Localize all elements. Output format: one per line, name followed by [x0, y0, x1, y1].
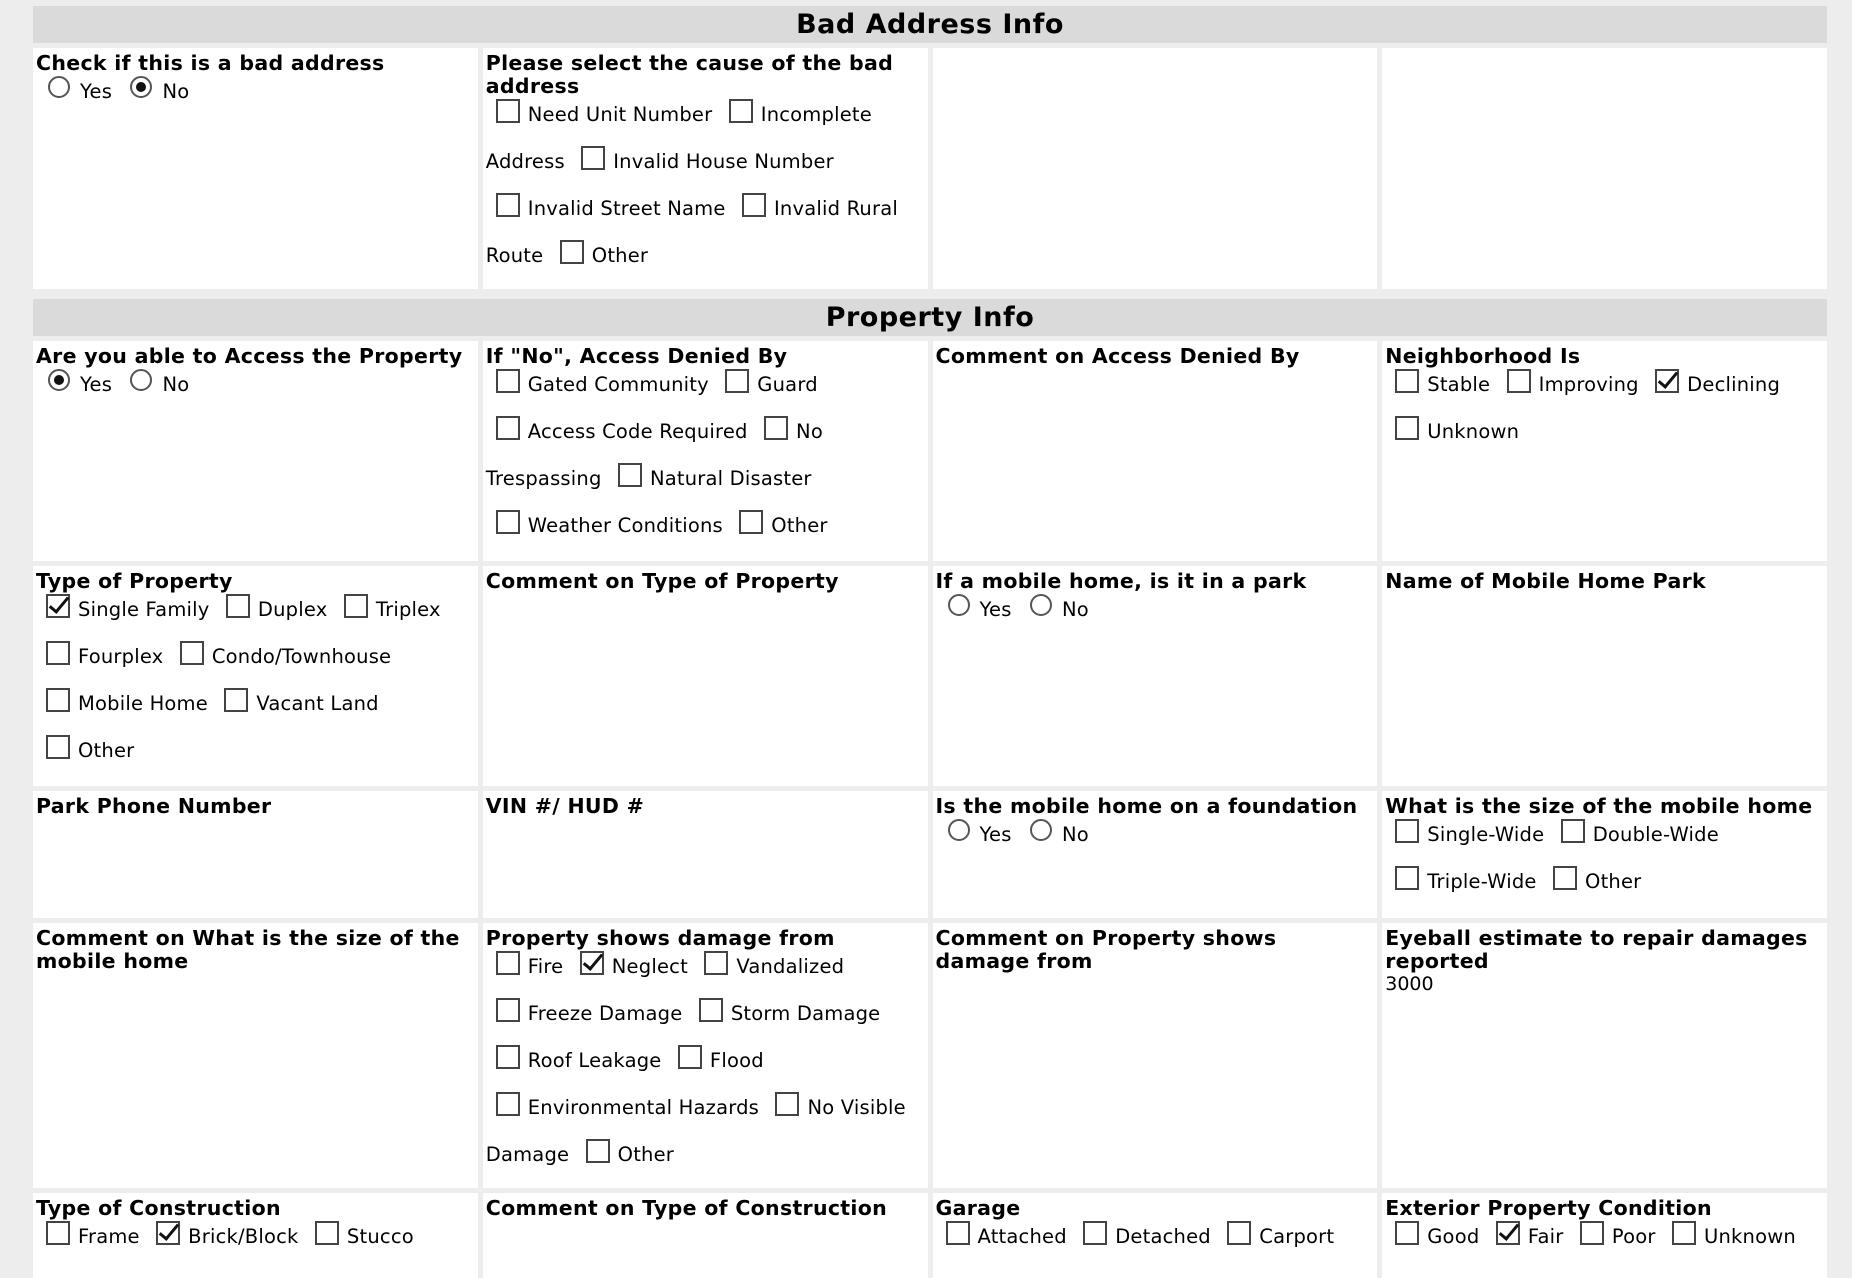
option-label: Invalid Rural Route	[485, 197, 898, 267]
option-label: Invalid Street Name	[527, 197, 726, 220]
foundation-label: Is the mobile home on a foundation	[935, 794, 1358, 818]
checkbox-option-single-wide[interactable]	[1385, 823, 1544, 846]
checkbox[interactable]	[1496, 1221, 1520, 1245]
option-label: Guard	[757, 373, 818, 396]
vin-cell[interactable]	[483, 791, 928, 918]
checkbox[interactable]	[156, 1221, 180, 1245]
checkbox-option-vandalized[interactable]	[694, 955, 844, 978]
checkbox[interactable]	[725, 369, 749, 393]
option-label: Declining	[1687, 373, 1781, 396]
mobile-in-park-radio-no[interactable]	[1018, 598, 1089, 621]
checkbox-option-need-unit-number[interactable]	[486, 103, 713, 126]
checkbox[interactable]	[1227, 1221, 1251, 1245]
neighborhood-options	[1385, 361, 1824, 455]
option-label: Single-Wide	[1427, 823, 1545, 846]
access-cell	[33, 341, 478, 561]
bad-address-cause-options	[486, 91, 925, 279]
option-label: Freeze Damage	[527, 1002, 683, 1025]
radio-button[interactable]	[1030, 819, 1052, 841]
access-options	[36, 361, 475, 408]
checkbox-option-attached[interactable]	[936, 1225, 1067, 1248]
checkbox-option-duplex[interactable]	[216, 598, 328, 621]
checkbox-option-improving[interactable]	[1497, 373, 1639, 396]
checkbox-option-triplex[interactable]	[334, 598, 441, 621]
checkbox[interactable]	[764, 416, 788, 440]
checkbox-option-other[interactable]	[576, 1143, 674, 1166]
repair-estimate-label: Eyeball estimate to repair damages reported	[1385, 926, 1808, 973]
access-denied-comment-cell[interactable]	[933, 341, 1378, 561]
access-radio-yes[interactable]	[36, 373, 112, 396]
checkbox-option-fire[interactable]	[486, 955, 564, 978]
option-label: Improving	[1538, 373, 1639, 396]
bad-address-cause-cell	[483, 48, 928, 289]
checkbox[interactable]	[580, 951, 604, 975]
mobile-in-park-options	[936, 586, 1375, 633]
option-label: No	[162, 373, 190, 396]
option-label: Gated Community	[527, 373, 709, 396]
bad-address-check-label: Check if this is a bad address	[36, 51, 385, 75]
checkbox-option-good[interactable]	[1385, 1225, 1479, 1248]
mobile-size-comment-cell[interactable]	[33, 923, 478, 1188]
checkbox-option-guard[interactable]	[715, 373, 817, 396]
option-label: Yes	[80, 373, 113, 396]
checkbox-option-neglect[interactable]	[570, 955, 688, 978]
option-label: Unknown	[1704, 1225, 1796, 1248]
mobile-size-comment-label: Comment on What is the size of the mobile home	[36, 926, 460, 973]
checkbox-option-frame[interactable]	[36, 1225, 140, 1248]
checkbox[interactable]	[742, 193, 766, 217]
mobile-size-options	[1385, 811, 1824, 905]
option-label: Unknown	[1427, 420, 1520, 443]
option-label: Condo/Townhouse	[211, 645, 392, 668]
checkbox[interactable]	[1395, 1221, 1419, 1245]
access-denied-label: If "No", Access Denied By	[485, 344, 788, 368]
option-label: Access Code Required	[527, 420, 748, 443]
garage-cell	[933, 1193, 1378, 1278]
option-label: Other	[78, 739, 135, 762]
construction-options	[36, 1213, 475, 1260]
access-denied-comment-label: Comment on Access Denied By	[935, 344, 1300, 368]
checkbox[interactable]	[1655, 369, 1679, 393]
checkbox[interactable]	[1395, 416, 1419, 440]
checkbox[interactable]	[496, 510, 520, 534]
checkbox[interactable]	[1395, 369, 1419, 393]
option-label: Yes	[979, 823, 1012, 846]
checkbox-option-natural-disaster[interactable]	[608, 467, 812, 490]
checkbox-option-fair[interactable]	[1486, 1225, 1564, 1248]
option-label: Vandalized	[736, 955, 845, 978]
option-label: Weather Conditions	[527, 514, 723, 537]
foundation-radio-yes[interactable]	[936, 823, 1012, 846]
damage-cell	[483, 923, 928, 1188]
checkbox[interactable]	[581, 146, 605, 170]
option-label: Poor	[1611, 1225, 1656, 1248]
radio-button[interactable]	[130, 369, 152, 391]
mobile-in-park-radio-yes[interactable]	[936, 598, 1012, 621]
checkbox[interactable]	[678, 1045, 702, 1069]
property-type-comment-cell[interactable]	[483, 566, 928, 786]
checkbox[interactable]	[180, 641, 204, 665]
foundation-radio-no[interactable]	[1018, 823, 1089, 846]
option-label: No Trespassing	[485, 420, 823, 490]
option-label: Brick/Block	[188, 1225, 299, 1248]
checkbox-option-weather-conditions[interactable]	[486, 514, 723, 537]
checkbox[interactable]	[46, 688, 70, 712]
option-label: No	[1061, 598, 1089, 621]
option-label: Duplex	[257, 598, 328, 621]
option-label: Other	[771, 514, 828, 537]
mobile-home-row	[33, 791, 1827, 918]
mobile-size-cell	[1382, 791, 1827, 918]
checkbox-option-single-family[interactable]	[36, 598, 210, 621]
checkbox-option-brick-block[interactable]	[146, 1225, 298, 1248]
checkbox-option-other[interactable]	[1543, 870, 1641, 893]
checkbox[interactable]	[496, 369, 520, 393]
checkbox[interactable]	[496, 99, 520, 123]
option-label: Yes	[80, 80, 113, 103]
foundation-cell	[933, 791, 1378, 918]
option-label: Storm Damage	[730, 1002, 881, 1025]
option-label: Roof Leakage	[527, 1049, 662, 1072]
access-label: Are you able to Access the Property	[36, 344, 463, 368]
bad-address-row	[33, 48, 1827, 289]
checkbox[interactable]	[946, 1221, 970, 1245]
checkbox-option-carport[interactable]	[1217, 1225, 1334, 1248]
access-denied-cell	[483, 341, 928, 561]
checkbox-option-detached[interactable]	[1073, 1225, 1211, 1248]
checkbox-option-triple-wide[interactable]	[1385, 870, 1536, 893]
bad-address-cause-label: Please select the cause of the bad address	[485, 51, 894, 98]
bad-address-check-options	[36, 68, 475, 115]
radio-button[interactable]	[948, 819, 970, 841]
checkbox-option-vacant-land[interactable]	[214, 692, 378, 715]
checkbox[interactable]	[496, 1092, 520, 1116]
checkbox[interactable]	[1580, 1221, 1604, 1245]
option-label: Stable	[1427, 373, 1491, 396]
park-phone-label: Park Phone Number	[36, 794, 272, 818]
option-label: Single Family	[78, 598, 210, 621]
repair-estimate-value[interactable]: 3000	[1385, 973, 1434, 995]
checkbox-option-declining[interactable]	[1645, 373, 1780, 396]
checkbox-option-invalid-house-number[interactable]	[571, 150, 834, 173]
option-label: Natural Disaster	[649, 467, 812, 490]
mobile-size-label: What is the size of the mobile home	[1385, 794, 1813, 818]
option-label: No	[1061, 823, 1089, 846]
checkbox-option-other[interactable]	[550, 244, 648, 267]
radio-button[interactable]	[48, 76, 70, 98]
checkbox-option-other[interactable]	[729, 514, 827, 537]
checkbox[interactable]	[496, 951, 520, 975]
option-label: Fire	[527, 955, 564, 978]
construction-row	[33, 1193, 1827, 1278]
option-label: Triple-Wide	[1427, 870, 1537, 893]
checkbox-option-invalid-street-name[interactable]	[486, 197, 726, 220]
empty-cell	[933, 48, 1378, 289]
checkbox[interactable]	[1561, 819, 1585, 843]
option-label: Incomplete Address	[485, 103, 872, 173]
checkbox[interactable]	[46, 1221, 70, 1245]
option-label: Flood	[709, 1049, 764, 1072]
empty-cell	[1382, 48, 1827, 289]
option-label: Attached	[977, 1225, 1067, 1248]
option-label: No Visible Damage	[485, 1096, 906, 1166]
checkbox-option-poor[interactable]	[1570, 1225, 1656, 1248]
damage-row	[33, 923, 1827, 1188]
checkbox-option-storm-damage[interactable]	[689, 1002, 881, 1025]
property-info-header: Property Info	[33, 299, 1827, 336]
checkbox[interactable]	[1672, 1221, 1696, 1245]
checkbox[interactable]	[496, 1045, 520, 1069]
checkbox[interactable]	[1395, 866, 1419, 890]
checkbox[interactable]	[704, 951, 728, 975]
checkbox[interactable]	[586, 1139, 610, 1163]
repair-estimate-cell[interactable]	[1382, 923, 1827, 1188]
checkbox-option-unknown[interactable]	[1385, 420, 1519, 443]
checkbox[interactable]	[729, 99, 753, 123]
option-label: Yes	[979, 598, 1012, 621]
checkbox[interactable]	[618, 463, 642, 487]
park-name-cell[interactable]	[1382, 566, 1827, 786]
option-label: Other	[1585, 870, 1642, 893]
option-label: Invalid House Number	[613, 150, 834, 173]
radio-button[interactable]	[130, 76, 152, 98]
radio-button[interactable]	[1030, 594, 1052, 616]
option-label: No	[162, 80, 190, 103]
checkbox[interactable]	[224, 688, 248, 712]
checkbox-option-unknown[interactable]	[1662, 1225, 1796, 1248]
garage-label: Garage	[935, 1196, 1021, 1220]
checkbox-option-condo-townhouse[interactable]	[170, 645, 391, 668]
option-label: Double-Wide	[1592, 823, 1719, 846]
checkbox[interactable]	[1553, 866, 1577, 890]
checkbox[interactable]	[1507, 369, 1531, 393]
option-label: Carport	[1259, 1225, 1335, 1248]
checkbox[interactable]	[496, 416, 520, 440]
checkbox[interactable]	[699, 998, 723, 1022]
option-label: Environmental Hazards	[527, 1096, 760, 1119]
checkbox[interactable]	[344, 594, 368, 618]
checkbox-option-other[interactable]	[36, 739, 134, 762]
access-radio-no[interactable]	[118, 373, 189, 396]
option-label: Fair	[1527, 1225, 1564, 1248]
option-label: Good	[1427, 1225, 1480, 1248]
inspection-form	[33, 6, 1827, 1278]
checkbox[interactable]	[496, 998, 520, 1022]
checkbox-option-fourplex[interactable]	[36, 645, 163, 668]
option-label: Detached	[1115, 1225, 1211, 1248]
construction-comment-cell[interactable]	[483, 1193, 928, 1278]
property-type-label: Type of Property	[36, 569, 233, 593]
checkbox[interactable]	[1083, 1221, 1107, 1245]
option-label: Mobile Home	[78, 692, 208, 715]
damage-label: Property shows damage from	[485, 926, 835, 950]
bad-address-radio-no[interactable]	[118, 80, 189, 103]
option-label: Fourplex	[78, 645, 164, 668]
checkbox-option-freeze-damage[interactable]	[486, 1002, 683, 1025]
access-row	[33, 341, 1827, 561]
damage-options	[486, 943, 925, 1178]
vin-label: VIN #/ HUD #	[485, 794, 645, 818]
checkbox-option-gated-community[interactable]	[486, 373, 709, 396]
option-label: Neglect	[611, 955, 688, 978]
construction-label: Type of Construction	[36, 1196, 281, 1220]
checkbox[interactable]	[1395, 819, 1419, 843]
checkbox[interactable]	[46, 594, 70, 618]
property-type-row	[33, 566, 1827, 786]
foundation-options	[936, 811, 1375, 858]
checkbox-option-double-wide[interactable]	[1551, 823, 1719, 846]
exterior-condition-options	[1385, 1213, 1824, 1260]
checkbox-option-environmental-hazards[interactable]	[486, 1096, 759, 1119]
property-type-comment-label: Comment on Type of Property	[485, 569, 839, 593]
option-label: Triplex	[375, 598, 441, 621]
property-type-cell	[33, 566, 478, 786]
bad-address-radio-yes[interactable]	[36, 80, 112, 103]
option-label: Stucco	[346, 1225, 414, 1248]
checkbox[interactable]	[775, 1092, 799, 1116]
checkbox[interactable]	[315, 1221, 339, 1245]
checkbox-option-access-code-required[interactable]	[486, 420, 748, 443]
option-label: Frame	[78, 1225, 140, 1248]
bad-address-header: Bad Address Info	[33, 6, 1827, 43]
checkbox-option-mobile-home[interactable]	[36, 692, 208, 715]
neighborhood-label: Neighborhood Is	[1385, 344, 1581, 368]
neighborhood-cell	[1382, 341, 1827, 561]
construction-cell	[33, 1193, 478, 1278]
damage-comment-cell[interactable]	[933, 923, 1378, 1188]
mobile-in-park-cell	[933, 566, 1378, 786]
checkbox[interactable]	[46, 735, 70, 759]
checkbox[interactable]	[560, 240, 584, 264]
park-name-label: Name of Mobile Home Park	[1385, 569, 1706, 593]
exterior-condition-cell	[1382, 1193, 1827, 1278]
checkbox[interactable]	[46, 641, 70, 665]
park-phone-cell[interactable]	[33, 791, 478, 918]
option-label: Vacant Land	[256, 692, 379, 715]
damage-comment-label: Comment on Property shows damage from	[935, 926, 1277, 973]
checkbox-option-stable[interactable]	[1385, 373, 1490, 396]
option-label: Need Unit Number	[527, 103, 713, 126]
mobile-in-park-label: If a mobile home, is it in a park	[935, 569, 1307, 593]
exterior-condition-label: Exterior Property Condition	[1385, 1196, 1712, 1220]
radio-button[interactable]	[48, 369, 70, 391]
checkbox-option-flood[interactable]	[668, 1049, 764, 1072]
radio-button[interactable]	[948, 594, 970, 616]
checkbox-option-roof-leakage[interactable]	[486, 1049, 662, 1072]
property-type-options	[36, 586, 475, 774]
checkbox[interactable]	[739, 510, 763, 534]
access-denied-options	[486, 361, 925, 549]
checkbox[interactable]	[226, 594, 250, 618]
checkbox-option-stucco[interactable]	[305, 1225, 414, 1248]
option-label: Other	[591, 244, 649, 267]
construction-comment-label: Comment on Type of Construction	[485, 1196, 888, 1220]
garage-options	[936, 1213, 1375, 1260]
option-label: Other	[617, 1143, 675, 1166]
checkbox[interactable]	[496, 193, 520, 217]
bad-address-check-cell	[33, 48, 478, 289]
